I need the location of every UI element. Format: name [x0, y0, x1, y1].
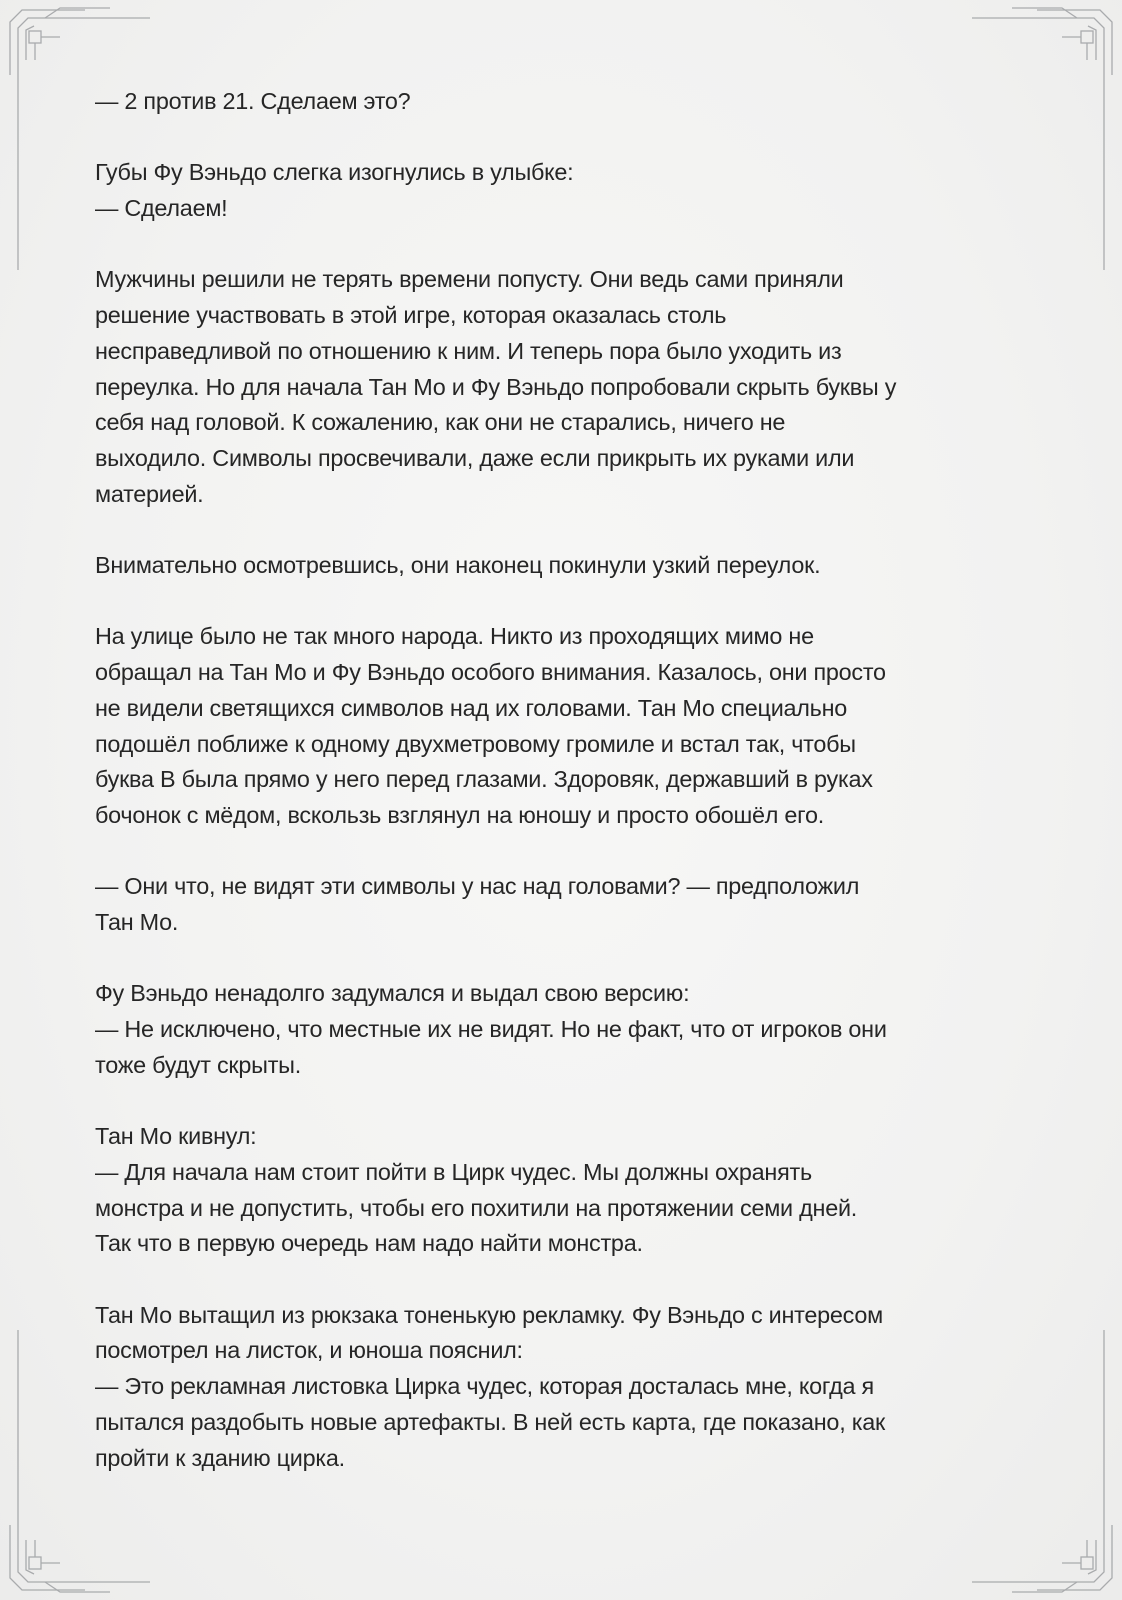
- text-line: тоже будут скрыты.: [95, 1051, 301, 1078]
- paragraph: [95, 869, 1030, 940]
- text-line: переулка. Но для начала Тан Мо и Фу Вэньдо попробовали скрыть буквы у: [95, 373, 897, 400]
- paragraph: [95, 1298, 1030, 1477]
- paragraph: [95, 548, 1030, 584]
- text-line: бочонок с мёдом, вскользь взглянул на юношу и просто обошёл его.: [95, 802, 824, 828]
- text-line: Внимательно осмотревшись, они наконец покинули узкий переулок.: [95, 552, 821, 579]
- paragraph: [95, 619, 1030, 833]
- paragraph: [95, 262, 1030, 512]
- text-line: — Для начала нам стоит пойти в Цирк чудес. Мы должны охранять: [95, 1158, 812, 1185]
- text-line: обращал на Тан Мо и Фу Вэньдо особого внимания. Казалось, они просто: [95, 659, 886, 686]
- text-line: — Это рекламная листовка Цирка чудес, которая досталась мне, когда я: [95, 1373, 874, 1400]
- text-line: подошёл поближе к одному двухметровому громиле и встал так, чтобы: [95, 730, 856, 757]
- text-line: пройти к зданию цирка.: [95, 1444, 345, 1471]
- paragraph: [95, 84, 1030, 120]
- text-line: монстра и не допустить, чтобы его похитили на протяжении семи дней.: [95, 1194, 858, 1221]
- text-line: — Сделаем!: [95, 195, 228, 222]
- text-line: решение участвовать в этой игре, которая оказалась столь: [95, 302, 727, 329]
- text-line: — Они что, не видят эти символы у нас над головами? — предположил: [95, 873, 860, 900]
- text-line: Тан Мо вытащил из рюкзака тоненькую рекламку. Фу Вэньдо с интересом: [95, 1301, 883, 1328]
- text-line: Тан Мо.: [95, 909, 179, 936]
- text-line: себя над головой. К сожалению, как они не старались, ничего не: [95, 409, 786, 436]
- paragraph: [95, 976, 1030, 1083]
- paragraph: [95, 1119, 1030, 1262]
- text-line: Фу Вэньдо ненадолго задумался и выдал свою версию:: [95, 980, 690, 1007]
- text-line: выходило. Символы просвечивали, даже если прикрыть их руками или: [95, 445, 855, 471]
- text-line: Губы Фу Вэньдо слегка изогнулись в улыбке:: [95, 159, 574, 186]
- text-line: Мужчины решили не терять времени попусту. Они ведь сами приняли: [95, 266, 844, 293]
- text-line: — Не исключено, что местные их не видят. Но не факт, что от игроков они: [95, 1016, 887, 1043]
- text-line: — 2 против 21. Сделаем это?: [95, 88, 411, 114]
- text-line: Тан Мо кивнул:: [95, 1123, 257, 1150]
- text-line: не видели светящихся символов над их головами. Тан Мо специально: [95, 694, 848, 721]
- text-line: пытался раздобыть новые артефакты. В ней есть карта, где показано, как: [95, 1408, 885, 1435]
- paragraph: [95, 155, 1030, 226]
- text-line: несправедливой по отношению к ним. И теперь пора было уходить из: [95, 337, 842, 364]
- text-line: Так что в первую очередь нам надо найти монстра.: [95, 1230, 643, 1257]
- text-line: На улице было не так много народа. Никто из проходящих мимо не: [95, 623, 814, 650]
- document-body: [95, 84, 1030, 1512]
- text-line: посмотрел на листок, и юноша пояснил:: [95, 1337, 523, 1364]
- text-line: буква В была прямо у него перед глазами. Здоровяк, державший в руках: [95, 766, 873, 793]
- text-line: материей.: [95, 480, 204, 507]
